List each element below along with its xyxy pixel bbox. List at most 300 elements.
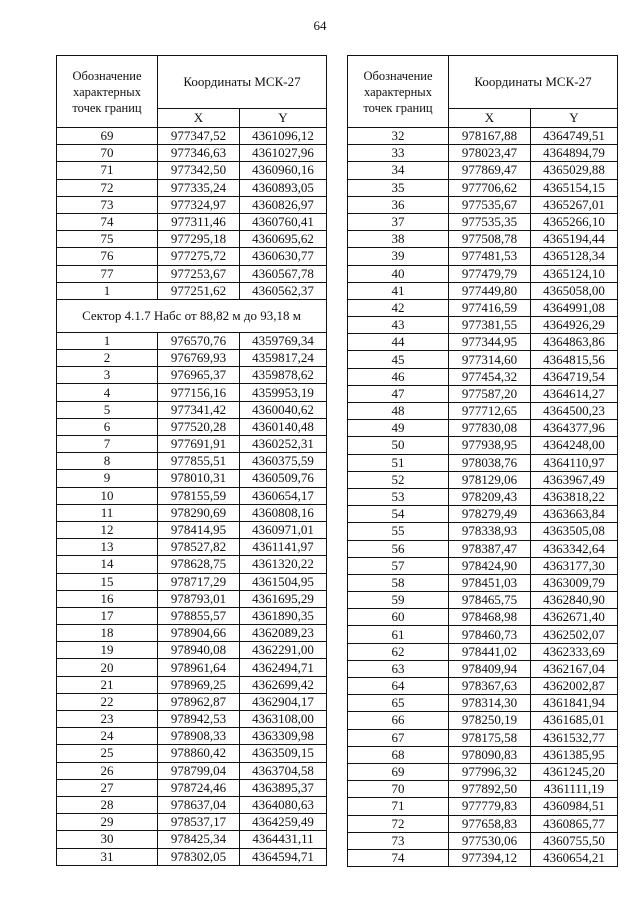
y-coordinate-cell: 4364080,63 [240, 796, 327, 813]
y-coordinate-cell: 4364259,49 [240, 814, 327, 831]
point-number-cell: 73 [348, 832, 449, 849]
y-coordinate-cell: 4363704,58 [240, 762, 327, 779]
x-coordinate-cell: 978962,87 [158, 693, 240, 710]
y-column-header: Y [531, 109, 618, 128]
table-row [348, 351, 618, 368]
point-number-cell: 42 [348, 299, 449, 316]
point-number-cell: 35 [348, 179, 449, 196]
x-coordinate-cell: 977479,79 [449, 265, 531, 282]
point-number-cell: 20 [57, 659, 158, 676]
point-number-cell: 54 [348, 506, 449, 523]
point-number-cell: 33 [348, 145, 449, 162]
y-coordinate-cell: 4359817,24 [240, 350, 327, 367]
y-coordinate-cell: 4360865,77 [531, 815, 618, 832]
y-coordinate-cell: 4362291,00 [240, 642, 327, 659]
point-number-cell: 21 [57, 676, 158, 693]
table-row [348, 643, 618, 660]
x-coordinate-cell: 978465,75 [449, 592, 531, 609]
point-number-cell: 70 [348, 781, 449, 798]
y-coordinate-cell: 4361141,97 [240, 539, 327, 556]
y-coordinate-cell: 4364863,86 [531, 334, 618, 351]
point-number-cell: 16 [57, 590, 158, 607]
point-number-cell: 19 [57, 642, 158, 659]
y-coordinate-cell: 4361685,01 [531, 712, 618, 729]
y-coordinate-cell: 4362089,23 [240, 625, 327, 642]
table-row [348, 678, 618, 695]
table-row [57, 384, 327, 401]
point-number-cell: 72 [348, 815, 449, 832]
point-number-cell: 7 [57, 436, 158, 453]
point-number-cell: 3 [57, 367, 158, 384]
y-coordinate-cell: 4364377,96 [531, 420, 618, 437]
table-row [348, 609, 618, 626]
table-row [348, 145, 618, 162]
x-coordinate-cell: 978414,95 [158, 521, 240, 538]
table-row [348, 317, 618, 334]
point-number-cell: 47 [348, 385, 449, 402]
x-coordinate-cell: 978855,57 [158, 607, 240, 624]
x-coordinate-cell: 977996,32 [449, 763, 531, 780]
y-coordinate-cell: 4362671,40 [531, 609, 618, 626]
point-number-cell: 57 [348, 557, 449, 574]
x-coordinate-cell: 978908,33 [158, 728, 240, 745]
x-coordinate-cell: 978175,58 [449, 729, 531, 746]
y-coordinate-cell: 4360893,05 [240, 179, 327, 196]
y-coordinate-cell: 4361320,22 [240, 556, 327, 573]
table-row [348, 832, 618, 849]
y-coordinate-cell: 4361841,94 [531, 695, 618, 712]
y-coordinate-cell: 4362494,71 [240, 659, 327, 676]
y-coordinate-cell: 4364110,97 [531, 454, 618, 471]
point-number-cell: 15 [57, 573, 158, 590]
y-coordinate-cell: 4364749,51 [531, 128, 618, 145]
table-row [348, 763, 618, 780]
point-number-cell: 69 [57, 128, 158, 145]
table-row [348, 265, 618, 282]
x-coordinate-cell: 976570,76 [158, 332, 240, 349]
point-number-cell: 39 [348, 248, 449, 265]
y-coordinate-cell: 4362699,42 [240, 676, 327, 693]
y-coordinate-cell: 4364614,27 [531, 385, 618, 402]
y-coordinate-cell: 4364926,29 [531, 317, 618, 334]
point-number-cell: 60 [348, 609, 449, 626]
table-row [57, 128, 327, 145]
point-number-cell: 4 [57, 384, 158, 401]
y-coordinate-cell: 4359878,62 [240, 367, 327, 384]
y-coordinate-cell: 4360695,62 [240, 231, 327, 248]
table-row [348, 231, 618, 248]
sector-row [57, 299, 327, 332]
y-coordinate-cell: 4364500,23 [531, 403, 618, 420]
x-coordinate-cell: 978904,66 [158, 625, 240, 642]
point-number-cell: 36 [348, 196, 449, 213]
y-coordinate-cell: 4363509,15 [240, 745, 327, 762]
point-number-cell: 11 [57, 504, 158, 521]
point-number-cell: 74 [348, 849, 449, 866]
table-row [57, 350, 327, 367]
coordinates-table-left [56, 55, 327, 866]
table-row [348, 437, 618, 454]
y-coordinate-cell: 4363177,30 [531, 557, 618, 574]
point-number-cell: 24 [57, 728, 158, 745]
x-coordinate-cell: 978290,69 [158, 504, 240, 521]
point-number-cell: 17 [57, 607, 158, 624]
y-coordinate-cell: 4359769,34 [240, 332, 327, 349]
x-coordinate-cell: 978409,94 [449, 660, 531, 677]
x-coordinate-cell: 978942,53 [158, 711, 240, 728]
x-coordinate-cell: 977535,67 [449, 196, 531, 213]
point-number-cell: 30 [57, 831, 158, 848]
point-number-cell: 53 [348, 488, 449, 505]
x-coordinate-cell: 978637,04 [158, 796, 240, 813]
y-coordinate-cell: 4363818,22 [531, 488, 618, 505]
table-row [348, 557, 618, 574]
point-label-header: Обозначение характерных точек границ [57, 56, 158, 128]
table-row [57, 539, 327, 556]
x-coordinate-cell: 978250,19 [449, 712, 531, 729]
point-number-cell: 23 [57, 711, 158, 728]
table-row [348, 420, 618, 437]
point-number-cell: 38 [348, 231, 449, 248]
x-coordinate-cell: 978468,98 [449, 609, 531, 626]
y-coordinate-cell: 4363108,00 [240, 711, 327, 728]
y-coordinate-cell: 4365128,34 [531, 248, 618, 265]
x-coordinate-cell: 977381,55 [449, 317, 531, 334]
point-number-cell: 8 [57, 453, 158, 470]
y-coordinate-cell: 4365154,15 [531, 179, 618, 196]
y-coordinate-cell: 4364719,54 [531, 368, 618, 385]
x-coordinate-cell: 978314,30 [449, 695, 531, 712]
x-coordinate-cell: 978279,49 [449, 506, 531, 523]
point-number-cell: 12 [57, 521, 158, 538]
y-coordinate-cell: 4362840,90 [531, 592, 618, 609]
y-column-header: Y [240, 109, 327, 128]
x-coordinate-cell: 978537,17 [158, 814, 240, 831]
point-number-cell: 13 [57, 539, 158, 556]
table-row [348, 488, 618, 505]
table-row [348, 248, 618, 265]
table-row [348, 523, 618, 540]
table-row [348, 849, 618, 866]
point-number-cell: 6 [57, 418, 158, 435]
x-coordinate-cell: 978940,08 [158, 642, 240, 659]
coordinates-table-right-body [348, 128, 618, 867]
y-coordinate-cell: 4364815,56 [531, 351, 618, 368]
table-row [57, 213, 327, 230]
table-row [348, 179, 618, 196]
point-number-cell: 63 [348, 660, 449, 677]
point-number-cell: 45 [348, 351, 449, 368]
y-coordinate-cell: 4363663,84 [531, 506, 618, 523]
y-coordinate-cell: 4364431,11 [240, 831, 327, 848]
point-number-cell: 32 [348, 128, 449, 145]
x-coordinate-cell: 977520,28 [158, 418, 240, 435]
x-coordinate-cell: 977454,32 [449, 368, 531, 385]
point-number-cell: 5 [57, 401, 158, 418]
point-number-cell: 59 [348, 592, 449, 609]
point-number-cell: 77 [57, 265, 158, 282]
point-number-cell: 25 [57, 745, 158, 762]
coordinates-group-header: Координаты МСК-27 [158, 56, 327, 109]
x-coordinate-cell: 978090,83 [449, 746, 531, 763]
x-coordinate-cell: 977830,08 [449, 420, 531, 437]
table-row [57, 814, 327, 831]
table-row [57, 779, 327, 796]
point-number-cell: 44 [348, 334, 449, 351]
y-coordinate-cell: 4361027,96 [240, 145, 327, 162]
table-row [348, 540, 618, 557]
table-row [57, 607, 327, 624]
x-coordinate-cell: 977324,97 [158, 196, 240, 213]
table-row [348, 299, 618, 316]
x-coordinate-cell: 977416,59 [449, 299, 531, 316]
table-row [348, 781, 618, 798]
table-row [348, 162, 618, 179]
y-coordinate-cell: 4360808,16 [240, 504, 327, 521]
point-number-cell: 50 [348, 437, 449, 454]
table-row [57, 401, 327, 418]
point-number-cell: 52 [348, 471, 449, 488]
x-coordinate-cell: 977449,80 [449, 282, 531, 299]
table-row [57, 745, 327, 762]
y-coordinate-cell: 4360960,16 [240, 162, 327, 179]
x-coordinate-cell: 978860,42 [158, 745, 240, 762]
y-coordinate-cell: 4360760,41 [240, 213, 327, 230]
y-coordinate-cell: 4360971,01 [240, 521, 327, 538]
y-coordinate-cell: 4365267,01 [531, 196, 618, 213]
point-number-cell: 51 [348, 454, 449, 471]
x-coordinate-cell: 977706,62 [449, 179, 531, 196]
x-coordinate-cell: 976769,93 [158, 350, 240, 367]
table-row [57, 796, 327, 813]
point-number-cell: 66 [348, 712, 449, 729]
y-coordinate-cell: 4363895,37 [240, 779, 327, 796]
point-number-cell: 48 [348, 403, 449, 420]
x-coordinate-cell: 977712,65 [449, 403, 531, 420]
point-number-cell: 1 [57, 332, 158, 349]
point-number-cell: 28 [57, 796, 158, 813]
point-number-cell: 76 [57, 248, 158, 265]
x-coordinate-cell: 977938,95 [449, 437, 531, 454]
sector-caption: Сектор 4.1.7 Набс от 88,82 м до 93,18 м [57, 299, 327, 332]
table-row [348, 506, 618, 523]
x-coordinate-cell: 977314,60 [449, 351, 531, 368]
x-coordinate-cell: 978038,76 [449, 454, 531, 471]
x-coordinate-cell: 978961,64 [158, 659, 240, 676]
table-row [348, 746, 618, 763]
point-number-cell: 26 [57, 762, 158, 779]
x-coordinate-cell: 977335,24 [158, 179, 240, 196]
x-coordinate-cell: 977892,50 [449, 781, 531, 798]
table-row [57, 590, 327, 607]
point-number-cell: 31 [57, 848, 158, 865]
table-row [57, 556, 327, 573]
table-row [57, 418, 327, 435]
table-row [57, 573, 327, 590]
point-number-cell: 14 [57, 556, 158, 573]
x-coordinate-cell: 978387,47 [449, 540, 531, 557]
y-coordinate-cell: 4364248,00 [531, 437, 618, 454]
table-row [348, 660, 618, 677]
x-coordinate-cell: 978209,43 [449, 488, 531, 505]
y-coordinate-cell: 4363342,64 [531, 540, 618, 557]
point-number-cell: 56 [348, 540, 449, 557]
table-row [348, 368, 618, 385]
coordinates-table-left-body [57, 128, 327, 866]
y-coordinate-cell: 4362904,17 [240, 693, 327, 710]
table-row [57, 693, 327, 710]
y-coordinate-cell: 4361695,29 [240, 590, 327, 607]
table-row [57, 453, 327, 470]
table-row [57, 762, 327, 779]
x-coordinate-cell: 978969,25 [158, 676, 240, 693]
table-row [57, 145, 327, 162]
point-number-cell: 73 [57, 196, 158, 213]
coordinates-table-right [347, 55, 618, 867]
point-number-cell: 22 [57, 693, 158, 710]
table-row [57, 521, 327, 538]
y-coordinate-cell: 4364991,08 [531, 299, 618, 316]
table-row [57, 265, 327, 282]
y-coordinate-cell: 4360826,97 [240, 196, 327, 213]
table-row [57, 504, 327, 521]
table-row [57, 162, 327, 179]
table-row [348, 798, 618, 815]
x-coordinate-cell: 977253,67 [158, 265, 240, 282]
point-number-cell: 41 [348, 282, 449, 299]
table-row [57, 831, 327, 848]
x-coordinate-cell: 978527,82 [158, 539, 240, 556]
point-number-cell: 64 [348, 678, 449, 695]
point-number-cell: 9 [57, 470, 158, 487]
x-coordinate-cell: 977275,72 [158, 248, 240, 265]
y-coordinate-cell: 4360630,77 [240, 248, 327, 265]
x-coordinate-cell: 977342,50 [158, 162, 240, 179]
x-coordinate-cell: 978799,04 [158, 762, 240, 779]
table-row [348, 385, 618, 402]
table-row [57, 728, 327, 745]
y-coordinate-cell: 4360040,62 [240, 401, 327, 418]
point-number-cell: 67 [348, 729, 449, 746]
y-coordinate-cell: 4360375,59 [240, 453, 327, 470]
x-coordinate-cell: 978023,47 [449, 145, 531, 162]
x-coordinate-cell: 977251,62 [158, 282, 240, 299]
y-coordinate-cell: 4360755,50 [531, 832, 618, 849]
x-coordinate-cell: 978717,29 [158, 573, 240, 590]
x-coordinate-cell: 978793,01 [158, 590, 240, 607]
x-coordinate-cell: 977779,83 [449, 798, 531, 815]
y-coordinate-cell: 4360140,48 [240, 418, 327, 435]
x-coordinate-cell: 977691,91 [158, 436, 240, 453]
table-row [57, 711, 327, 728]
x-coordinate-cell: 978441,02 [449, 643, 531, 660]
point-number-cell: 72 [57, 179, 158, 196]
point-number-cell: 27 [57, 779, 158, 796]
table-row [57, 659, 327, 676]
table-row [57, 676, 327, 693]
x-coordinate-cell: 978451,03 [449, 574, 531, 591]
table-row [57, 436, 327, 453]
x-coordinate-cell: 977344,95 [449, 334, 531, 351]
point-number-cell: 58 [348, 574, 449, 591]
y-coordinate-cell: 4361385,95 [531, 746, 618, 763]
table-row [348, 128, 618, 145]
point-number-cell: 61 [348, 626, 449, 643]
point-number-cell: 55 [348, 523, 449, 540]
y-coordinate-cell: 4359953,19 [240, 384, 327, 401]
table-row [348, 334, 618, 351]
page-number: 64 [313, 18, 327, 33]
table-row [57, 367, 327, 384]
y-coordinate-cell: 4365266,10 [531, 213, 618, 230]
table-row [348, 815, 618, 832]
y-coordinate-cell: 4361504,95 [240, 573, 327, 590]
y-coordinate-cell: 4361096,12 [240, 128, 327, 145]
table-row [57, 179, 327, 196]
x-coordinate-cell: 978424,90 [449, 557, 531, 574]
x-coordinate-cell: 977481,53 [449, 248, 531, 265]
x-coordinate-cell: 978010,31 [158, 470, 240, 487]
y-coordinate-cell: 4360567,78 [240, 265, 327, 282]
y-coordinate-cell: 4363505,08 [531, 523, 618, 540]
point-number-cell: 46 [348, 368, 449, 385]
x-coordinate-cell: 978338,93 [449, 523, 531, 540]
x-coordinate-cell: 977855,51 [158, 453, 240, 470]
y-coordinate-cell: 4362002,87 [531, 678, 618, 695]
x-coordinate-cell: 978460,73 [449, 626, 531, 643]
y-coordinate-cell: 4360562,37 [240, 282, 327, 299]
table-row [348, 592, 618, 609]
point-number-cell: 37 [348, 213, 449, 230]
table-row [348, 695, 618, 712]
x-coordinate-cell: 977295,18 [158, 231, 240, 248]
y-coordinate-cell: 4365029,88 [531, 162, 618, 179]
point-number-cell: 70 [57, 145, 158, 162]
y-coordinate-cell: 4362333,69 [531, 643, 618, 660]
point-number-cell: 34 [348, 162, 449, 179]
point-number-cell: 10 [57, 487, 158, 504]
point-number-cell: 29 [57, 814, 158, 831]
point-number-cell: 68 [348, 746, 449, 763]
point-number-cell: 62 [348, 643, 449, 660]
table-row [348, 574, 618, 591]
table-row [348, 213, 618, 230]
x-coordinate-cell: 977587,20 [449, 385, 531, 402]
point-number-cell: 2 [57, 350, 158, 367]
x-coordinate-cell: 977869,47 [449, 162, 531, 179]
table-row [348, 471, 618, 488]
point-number-cell: 40 [348, 265, 449, 282]
x-coordinate-cell: 977347,52 [158, 128, 240, 145]
y-coordinate-cell: 4360654,21 [531, 849, 618, 866]
table-row [57, 282, 327, 299]
x-coordinate-cell: 977508,78 [449, 231, 531, 248]
table-row [57, 848, 327, 865]
y-coordinate-cell: 4360654,17 [240, 487, 327, 504]
x-coordinate-cell: 977341,42 [158, 401, 240, 418]
x-coordinate-cell: 977535,35 [449, 213, 531, 230]
table-row [348, 712, 618, 729]
point-number-cell: 75 [57, 231, 158, 248]
y-coordinate-cell: 4362502,07 [531, 626, 618, 643]
table-row [57, 642, 327, 659]
x-coordinate-cell: 978367,63 [449, 678, 531, 695]
table-row [348, 729, 618, 746]
table-row [348, 282, 618, 299]
x-coordinate-cell: 978724,46 [158, 779, 240, 796]
point-number-cell: 65 [348, 695, 449, 712]
table-row [57, 625, 327, 642]
